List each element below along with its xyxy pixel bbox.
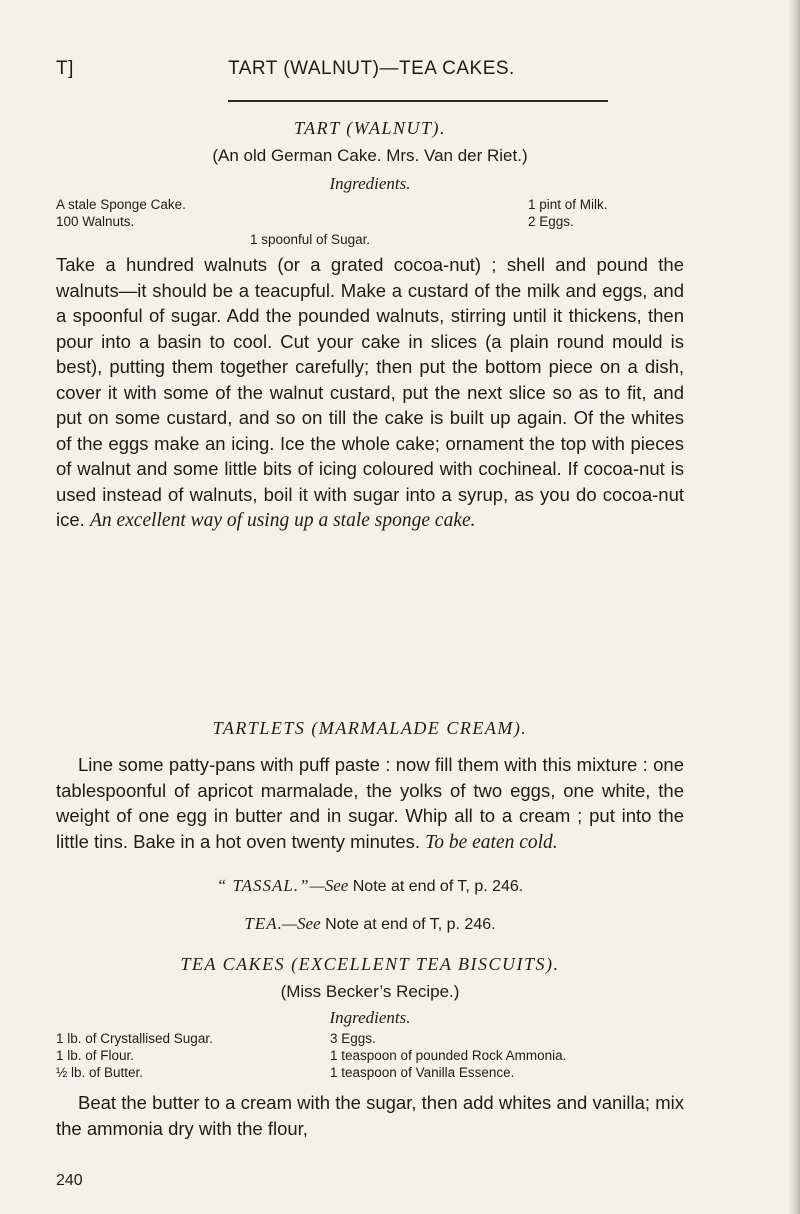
walnut-tart-subtitle: (An old German Cake. Mrs. Van der Riet.) [212,146,528,165]
tea-cross-reference [56,914,684,934]
tea-cakes-ingredients-left [56,1030,213,1081]
ingredient-item: 1 lb. of Crystallised Sugar. [56,1031,213,1046]
walnut-tart-ingredients-label: Ingredients. [329,174,411,193]
tartlets-method [56,752,684,855]
walnut-tart-ingredients-right [528,196,608,230]
see-word: .—See [277,914,321,933]
tea-cakes-subtitle: (Miss Becker’s Recipe.) [280,982,460,1001]
running-head-title: TART (WALNUT)—TEA CAKES. [228,58,515,79]
method-note: An excellent way of using up a stale sponge cake. [89,510,476,531]
tea-cakes-ingredients-label: Ingredients. [329,1008,411,1027]
method-note: To be eaten cold. [425,831,558,853]
tassal-cross-reference [56,876,684,896]
method-text: Line some patty-pans with puff paste : now fill them with this mixture : one tablespoonful of apricot marmalade, the yolks of two eggs, one white, the weight of one egg in butter and in sugar. Whip all to a cream ; put into the little tins. Bake in a hot oven twenty minutes. [56,754,684,852]
walnut-tart-heading: TART (WALNUT). [293,118,447,138]
term: TEA [244,914,278,933]
tartlets-heading: TARTLETS (MARMALADE CREAM). [212,718,528,738]
reference: Note at end of T, p. 246. [325,916,496,933]
walnut-tart-ingredients-left [56,196,186,230]
ingredient-item: 2 Eggs. [528,214,574,229]
tea-cakes-heading: TEA CAKES (EXCELLENT TEA BISCUITS). [180,954,560,974]
ingredient-item: ½ lb. of Butter. [56,1065,144,1080]
section-signature: T] [56,58,74,79]
ingredient-item: 1 teaspoon of Vanilla Essence. [330,1065,515,1080]
tea-cakes-method: Beat the butter to a cream with the sugar, then add whites and vanilla; mix the ammonia dry with the flour, [56,1092,684,1139]
ingredient-item: 1 pint of Milk. [528,197,608,212]
see-word: —See [309,876,349,895]
ingredient-item: A stale Sponge Cake. [56,197,186,212]
page-number: 240 [56,1172,83,1189]
walnut-tart-method [56,252,684,534]
header-rule [228,100,608,102]
term: “ TASSAL.” [216,876,310,895]
ingredient-item: 1 teaspoon of pounded Rock Ammonia. [330,1048,567,1063]
ingredient-item: 3 Eggs. [330,1031,376,1046]
running-head [56,58,676,90]
page-edge-shadow [788,0,800,1214]
ingredient-item: 1 spoonful of Sugar. [250,232,371,247]
method-text: Take a hundred walnuts (or a grated cocoa-nut) ; shell and pound the walnuts—it should be a teacupful. Make a custard of the milk and eggs, and a spoonful of sugar. Add the pounded walnuts, stirring until it thickens, then pour into a basin to cool. Cut your cake in slices (a plain round mould is best), putting them together carefully; then put the bottom piece on a dish, cover it with some of the walnut custard, put the next slice so as to fit, and put on some custard, and so on till the cake is built up again. Of the whites of the eggs make an icing. Ice the whole cake; ornament the top with pieces of walnut and some little bits of icing coloured with cochineal. If cocoa-nut is used instead of walnuts, boil it with sugar into a syrup, as you do cocoa-nut ice. [56,254,684,530]
tea-cakes-ingredients-right [330,1030,566,1081]
ingredient-item: 100 Walnuts. [56,214,135,229]
ingredient-item: 1 lb. of Flour. [56,1048,135,1063]
reference: Note at end of T, p. 246. [352,878,524,895]
